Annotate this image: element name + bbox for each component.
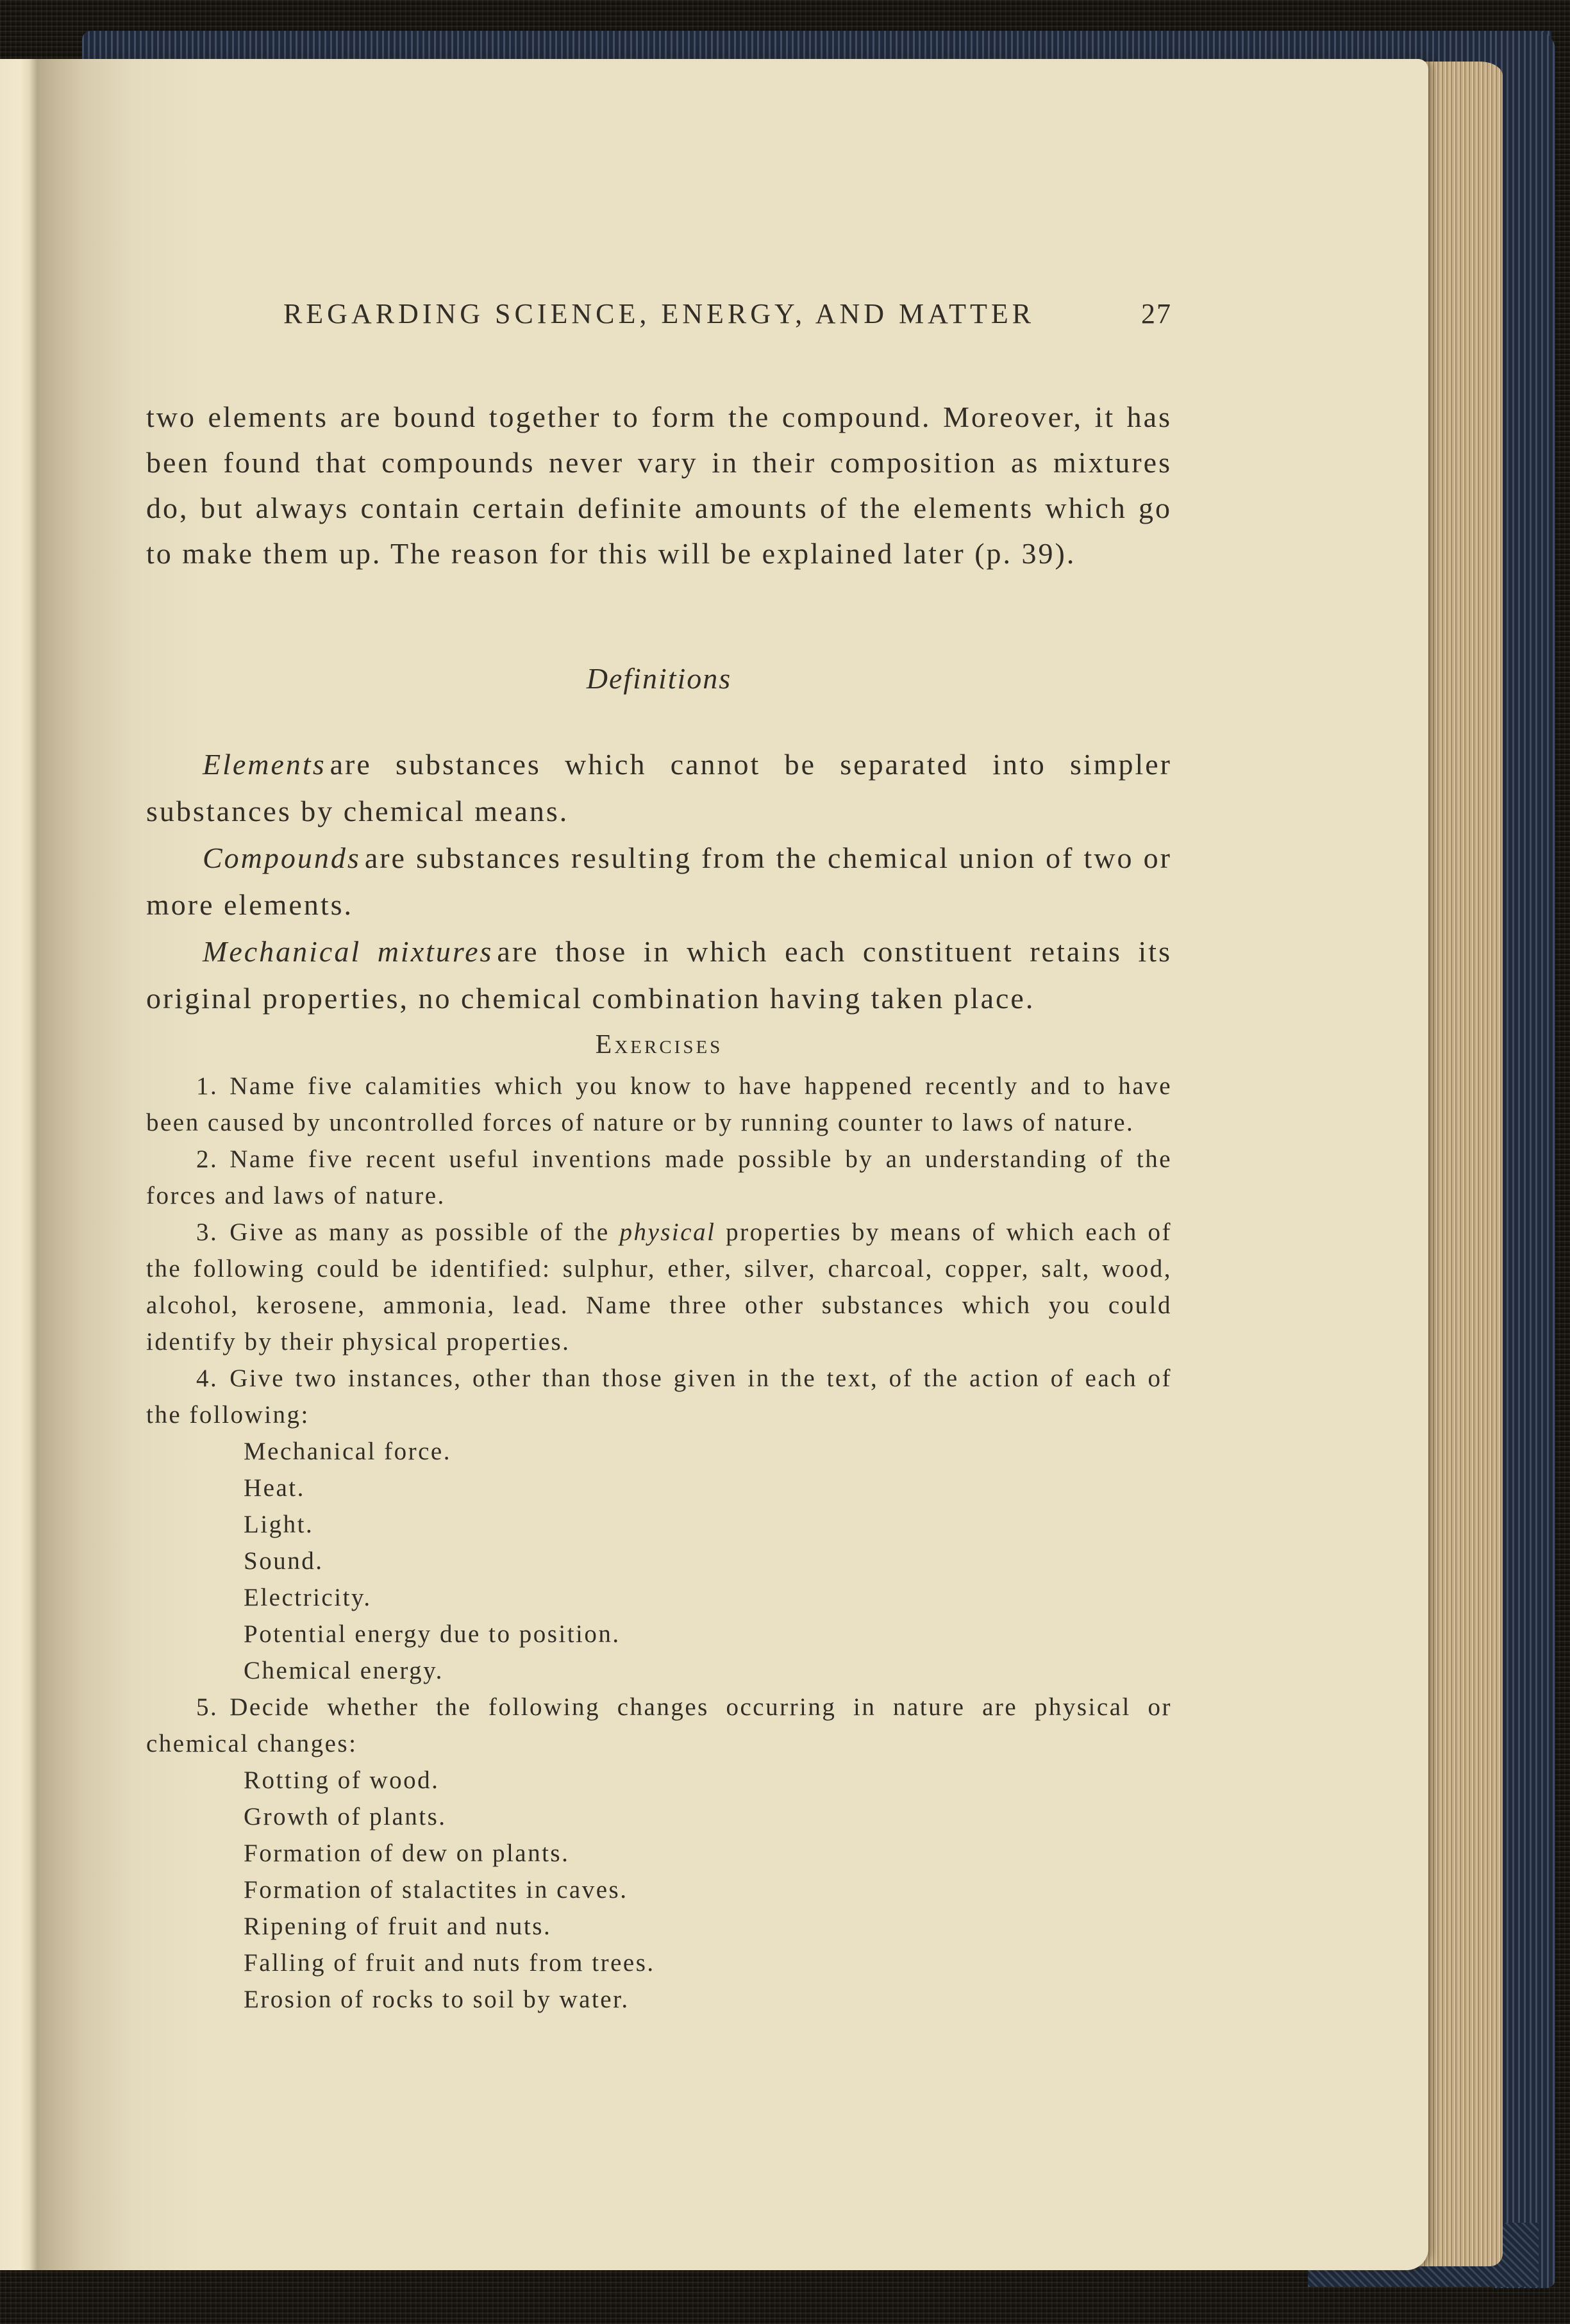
definition-text: are substances resulting from the chemical union of two or more elements. [146, 842, 1172, 921]
list-item: Chemical energy. [244, 1657, 444, 1684]
exercise-4-list [244, 1433, 1172, 1689]
exercise-5-list [244, 1762, 1172, 2018]
exercise-text: Name five calamities which you know to have happened recently and to have been caused by uncontrolled forces of nature or by running counter to laws of nature. [146, 1072, 1172, 1136]
exercise-number: 4. [196, 1365, 219, 1392]
exercise-text: Decide whether the following changes occurring in nature are physical or chemical changes: [146, 1693, 1172, 1757]
definition-compounds [146, 834, 1172, 928]
list-item: Falling of fruit and nuts from trees. [244, 1949, 655, 1977]
list-item: Formation of dew on plants. [244, 1839, 570, 1867]
running-header-title: REGARDING SCIENCE, ENERGY, AND MATTER [283, 298, 1035, 329]
definition-text: are those in which each constituent retains its original properties, no chemical combination having taken place. [146, 935, 1172, 1015]
page-content [146, 297, 1172, 2018]
exercise-item-1 [146, 1068, 1172, 1141]
definitions-heading: Definitions [586, 662, 732, 695]
list-item: Heat. [244, 1474, 305, 1502]
list-item: Ripening of fruit and nuts. [244, 1913, 552, 1940]
list-item: Potential energy due to position. [244, 1620, 621, 1648]
list-item: Light. [244, 1511, 314, 1538]
exercise-text: Name five recent useful inventions made possible by an understanding of the forces and laws of nature. [146, 1145, 1172, 1209]
list-item: Electricity. [244, 1584, 372, 1611]
body-paragraph-continued: two elements are bound together to form the compound. Moreover, it has been found that compounds never vary in their composition as mixtures do, but always contain certain definite amounts of the elements which go to make them up. The reason for this will be explained later (p. 39). [146, 401, 1172, 570]
exercise-number: 3. [196, 1218, 219, 1246]
book-page [0, 59, 1428, 2270]
book-cover-right-edge [1495, 31, 1555, 2288]
definition-term: Mechanical mixtures [203, 935, 494, 968]
exercise-text: properties by means of which each of the following could be identified: sulphur, ether, silver, charcoal, copper, salt, wood, alcohol, kerosene, ammonia, lead. Name three other substances which you could identify by their physical properties. [146, 1218, 1172, 1356]
list-item: Rotting of wood. [244, 1766, 440, 1794]
exercise-item-4 [146, 1360, 1172, 1433]
exercise-number: 2. [196, 1145, 219, 1173]
exercise-text-italic: physical [619, 1218, 716, 1246]
exercise-number: 1. [196, 1072, 219, 1100]
exercise-text: Give two instances, other than those given in the text, of the action of each of the following: [146, 1365, 1172, 1429]
definition-text: are substances which cannot be separated into simpler substances by chemical means. [146, 748, 1172, 827]
exercises-heading: Exercises [595, 1030, 723, 1059]
list-item: Mechanical force. [244, 1438, 451, 1465]
definition-term: Compounds [203, 842, 361, 874]
running-header [146, 297, 1172, 337]
list-item: Sound. [244, 1547, 324, 1575]
definition-mechanical-mixtures [146, 928, 1172, 1022]
list-item: Growth of plants. [244, 1803, 447, 1830]
exercise-number: 5. [196, 1693, 219, 1721]
exercise-item-5 [146, 1689, 1172, 1762]
definition-elements [146, 741, 1172, 834]
exercise-item-2 [146, 1141, 1172, 1214]
page-number: 27 [1141, 298, 1172, 329]
exercise-text: Give as many as possible of the [230, 1218, 620, 1246]
list-item: Erosion of rocks to soil by water. [244, 1986, 630, 2013]
exercise-item-3 [146, 1214, 1172, 1360]
definition-term: Elements [203, 748, 326, 781]
list-item: Formation of stalactites in caves. [244, 1876, 628, 1904]
